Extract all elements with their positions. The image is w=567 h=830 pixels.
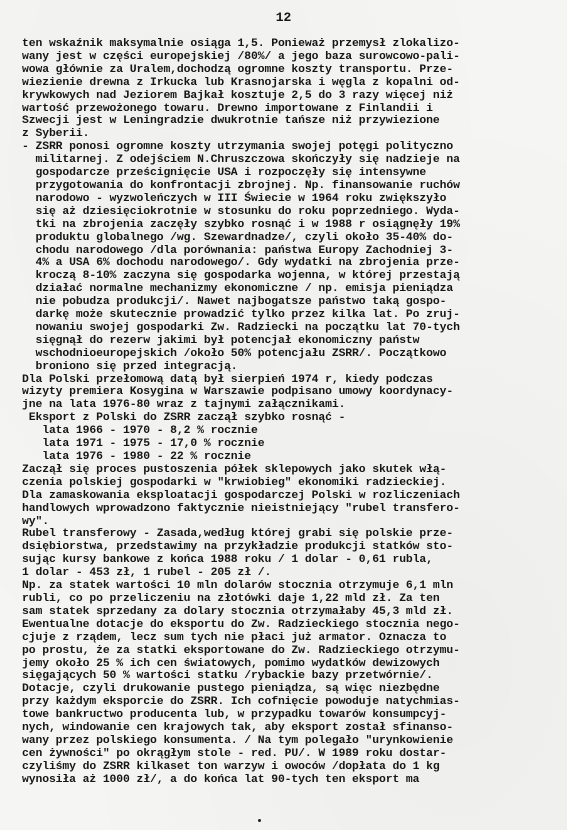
text-line: 1 dolar - 453 zł, 1 rubel - 205 zł /. xyxy=(22,567,272,580)
text-line: Szwecji jest w Leningradzie dwukrotnie tańsze niż przywiezione xyxy=(22,115,440,128)
text-line: wany przez polskiego konsumenta. / Na tym polegało "urynkowienie xyxy=(22,734,454,747)
text-line: Np. za statek wartości 10 mln dolarów stocznia otrzymuje 6,1 mln xyxy=(22,580,454,593)
text-line: handlowych wprowadzono faktycznie nieistniejący "rubel transfero- xyxy=(22,502,460,515)
text-line: nych, windowanie cen krajowych tak, aby eksport został sfinanso- xyxy=(22,722,454,735)
text-line: 4% a USA 6% dochodu narodowego/. Gdy wydatki na zbrojenia prze- xyxy=(22,257,460,270)
text-line: po prostu, że za statki eksportowane do Zw. Radzieckiego otrzymu- xyxy=(22,644,460,657)
text-line: wartość przewożonego towaru. Drewno importowane z Finlandii i xyxy=(22,102,433,115)
text-line: jemy około 25 % ich cen światowych, pomimo wydatków dewizowych xyxy=(22,657,440,670)
text-line: lata 1971 - 1975 - 17,0 % rocznie xyxy=(22,438,265,451)
text-line: narodowo - wyzwoleńczych w III Świecie w 1964 roku zwiększyło xyxy=(22,192,447,205)
page-number: 12 xyxy=(275,10,292,25)
text-line: wany jest w części europejskiej /80%/ a jego baza surowcowo-pali- xyxy=(22,50,460,63)
text-line: wizyty premiera Kosygina w Warszawie podpisano umowy koordynacy- xyxy=(22,386,454,399)
text-line: produktu globalnego /wg. Szewardnadze/, czyli około 35-40% do- xyxy=(22,231,454,244)
text-line: lata 1976 - 1980 - 22 % rocznie xyxy=(22,451,252,463)
text-line: lata 1966 - 1970 - 8,2 % rocznie xyxy=(22,425,258,438)
text-line: czenia polskiej gospodarki w "krwiobieg" ekonomiki radzieckiej. xyxy=(22,476,447,489)
text-line: wy". xyxy=(22,515,49,528)
text-line: przygotowania do konfrontacji zbrojnej. Np. finansowanie ruchów xyxy=(22,179,460,192)
text-line: jne na lata 1976-80 wraz z tajnymi załącznikami. xyxy=(22,399,346,412)
text-line: krywkowych nad Jeziorem Bajkał kosztuje 2,5 do 3 razy więcej niż xyxy=(22,89,454,102)
text-line: Eksport z Polski do ZSRR zaczął szybko rosnąć - xyxy=(22,412,346,425)
text-line: sięgnął do rezerw jakimi był potencjał ekonomiczny państw xyxy=(22,334,420,347)
text-line: Dotacje, czyli drukowanie pustego pieniądza, są więc niezbędne xyxy=(22,683,440,696)
text-line: Dla Polski przełomową datą był sierpień 1974 r, kiedy podczas xyxy=(22,373,433,386)
text-line: wschodnioeuropejskich /około 50% potencjału ZSRR/. Początkowo xyxy=(22,347,447,360)
text-line: wiezienie drewna z Irkucka lub Krasnojarska i węgla z kopalni od- xyxy=(22,76,460,89)
text-line: rubli, co po przeliczeniu na złotówki daje 1,22 mld zł. Za ten xyxy=(22,592,440,605)
text-line: broniono się przed integracją. xyxy=(22,360,238,373)
text-line: się aż dziesięciokrotnie w stosunku do roku poprzedniego. Wyda- xyxy=(22,205,460,218)
text-line: sięgających 50 % wartości statku /rybackie bazy przetwórnie/. xyxy=(22,670,433,683)
text-line: wynosiła aż 1000 zł/, a do końca lat 90-tych ten eksport ma xyxy=(22,773,420,786)
text-line: Dla zamaskowania eksploatacji gospodarczej Polski w rozliczeniach xyxy=(22,489,460,502)
text-line: Zaczął się proces pustoszenia półek sklepowych jako skutek włą- xyxy=(22,463,447,476)
text-line: darkę może skutecznie prowadzić tylko przez kilka lat. Po zruj- xyxy=(22,309,460,322)
text-line: - ZSRR ponosi ogromne koszty utrzymania swojej potęgi polityczno xyxy=(22,141,454,154)
text-line: tki na zbrojenia zaczęły szybko rosnąć i w 1988 r osiągnęły 19% xyxy=(22,218,460,231)
text-line: chodu narodowego /dla porównania: państwa Europy Zachodniej 3- xyxy=(22,244,454,257)
text-line: nowaniu swojej gospodarki Zw. Radziecki na początku lat 70-tych xyxy=(22,321,460,334)
text-line: militarnej. Z odejściem N.Chruszczowa skończyły się nadzieje na xyxy=(22,154,460,167)
text-line: działać normalne mechanizmy ekonomiczne / np. emisja pieniądza xyxy=(22,283,454,296)
text-line: przy każdym eksporcie do ZSRR. Ich cofnięcie powoduje natychmias- xyxy=(22,696,460,709)
text-line: sam statek sprzedany za dolary stocznia otrzymałaby 45,3 mld zł. xyxy=(22,605,454,618)
text-line: Ewentualne dotacje do eksportu do Zw. Radzieckiego stocznia nego- xyxy=(22,618,460,631)
text-line: z Syberii. xyxy=(22,128,90,141)
text-line: czyliśmy do ZSRR kilkaset ton warzyw i owoców /dopłata do 1 kg xyxy=(22,760,440,773)
text-line: sując kursy bankowe z końca 1988 roku / 1 dolar - 0,61 rubla, xyxy=(22,554,433,567)
text-line: nie pobudza produkcji/. Nawet najbogatsze państwo taką gospo- xyxy=(22,296,447,309)
text-line: dsiębiorstwa, przedstawimy na przykładzie produkcji statków sto- xyxy=(22,541,454,554)
text-line: kroczą 8-10% zaczyna się gospodarka wojenna, w której przestają xyxy=(22,270,460,283)
text-line: ten wskaźnik maksymalnie osiąga 1,5. Ponieważ przemysł zlokalizo- xyxy=(22,38,460,50)
text-line: gospodarcze prześcignięcie USA i rozpoczęły się intensywne xyxy=(22,167,427,180)
text-line: towe bankructwo producenta lub, w przypadku towarów konsumpcyj- xyxy=(22,709,447,722)
text-line: wowa głównie za Uralem,dochodzą ogromne koszty transportu. Prze- xyxy=(22,63,454,76)
text-line: Rubel transferowy - Zasada,według której grabi się polskie prze- xyxy=(22,528,454,541)
text-line: cen żywności" po okrągłym stole - red. PU/. W 1989 roku dostar- xyxy=(22,747,447,760)
body-text xyxy=(22,38,555,787)
text-line: cjuje z rządem, lecz sum tych nie płaci już armator. Oznacza to xyxy=(22,631,447,644)
ink-spot xyxy=(258,819,261,822)
